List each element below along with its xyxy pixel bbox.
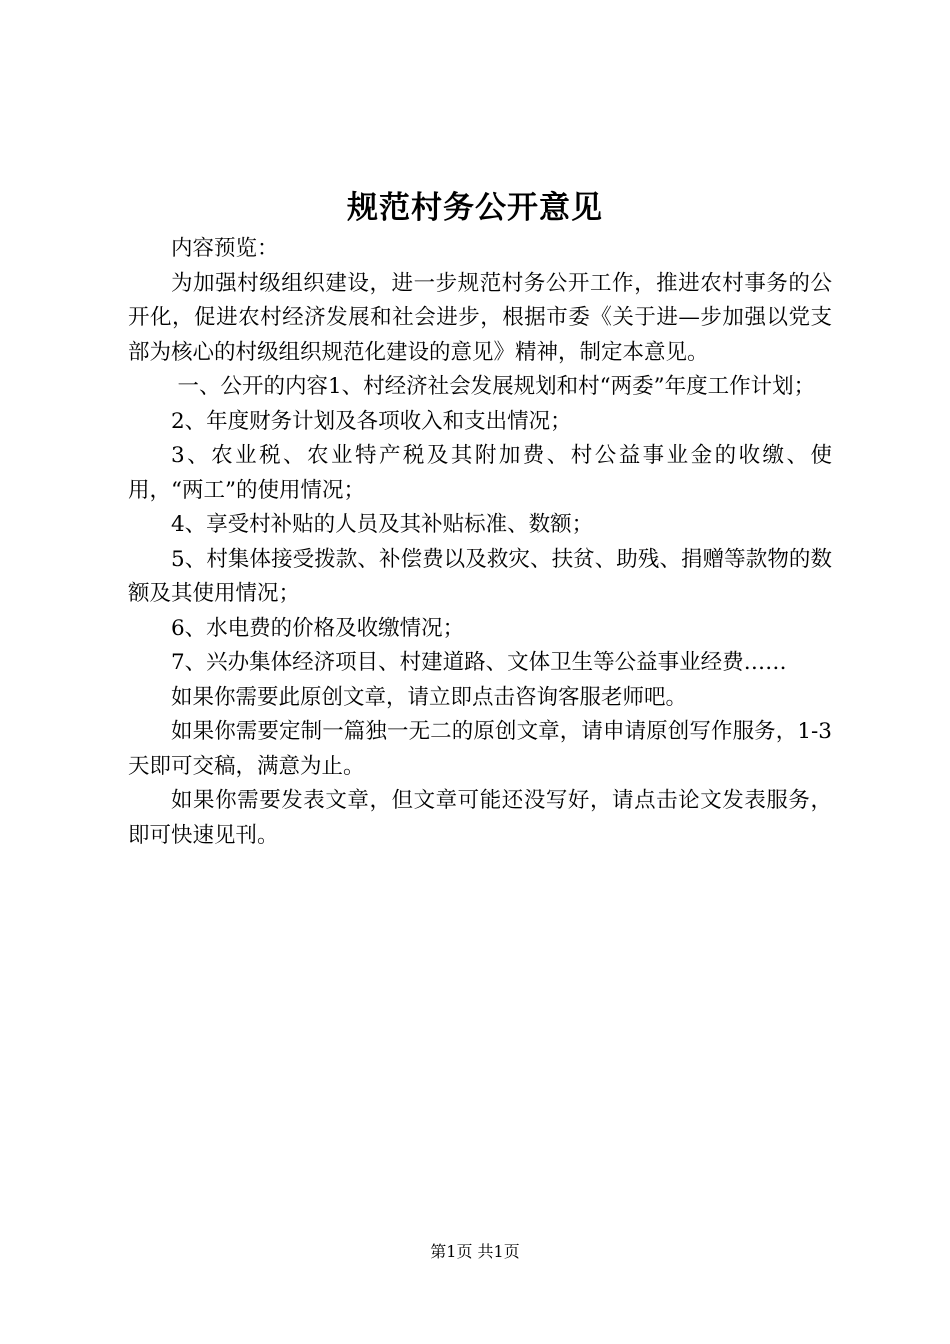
item-4: 4、享受村补贴的人员及其补贴标准、数额； xyxy=(171,512,594,537)
document-body xyxy=(128,232,832,853)
item-3: 3、农业税、农业特产税及其附加费、村公益事业金的收缴、使用，“两工”的使用情况； xyxy=(128,443,832,503)
consult-service-paragraph: 如果你需要此原创文章，请立即点击咨询客服老师吧。 xyxy=(171,684,688,710)
intro-paragraph: 为加强村级组织建设，进一步规范村务公开工作，推进农村事务的公开化，促进农村经济发展和社会进步，根据市委《关于进—步加强以党支部为核心的村级组织规范化建设的意见》精神，制定本意见。 xyxy=(128,270,832,365)
item-5: 5、村集体接受拨款、补偿费以及救灾、扶贫、助残、捐赠等款物的数额及其使用情况； xyxy=(128,546,832,606)
section-one-item-1: 一、公开的内容1、村经济社会发展规划和村“两委”年度工作计划； xyxy=(177,374,816,399)
item-7: 7、兴办集体经济项目、村建道路、文体卫生等公益事业经费…… xyxy=(171,650,787,675)
page-number-footer: 第1页 共1页 xyxy=(430,1242,520,1261)
publishing-service-paragraph: 如果你需要发表文章，但文章可能还没写好，请点击论文发表服务，即可快速见刊。 xyxy=(128,788,832,848)
item-6: 6、水电费的价格及收缴情况； xyxy=(171,615,465,641)
preview-label: 内容预览： xyxy=(171,236,279,261)
custom-writing-paragraph: 如果你需要定制一篇独一无二的原创文章，请申请原创写作服务，1-3天即可交稿，满意为止。 xyxy=(128,719,832,779)
document-title: 规范村务公开意见 xyxy=(347,190,603,226)
item-2: 2、年度财务计划及各项收入和支出情况； xyxy=(171,408,572,434)
